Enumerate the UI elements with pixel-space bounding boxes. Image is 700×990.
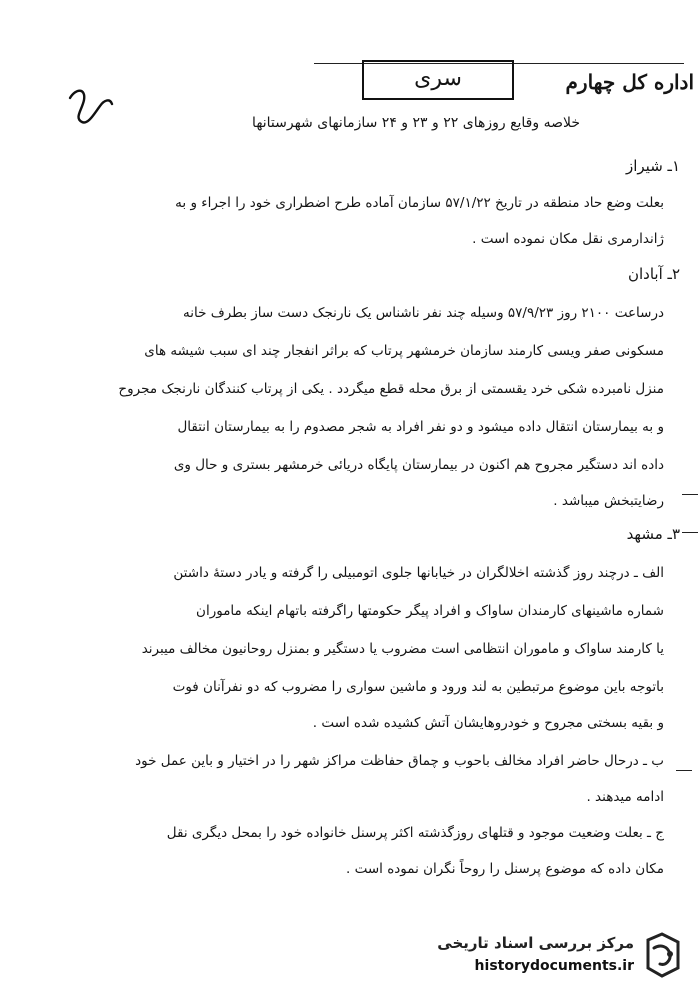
text-line: و به بیمارستان انتقال داده میشود و دو نفر افراد به شجر مصدوم را به بیمارستان انتقال bbox=[177, 419, 664, 435]
archive-url: historydocuments.ir bbox=[474, 958, 634, 974]
text-line: ژاندارمری نقل مکان نموده است . bbox=[472, 231, 664, 247]
text-line: باتوجه باین موضوع مرتبطین به لند ورود و ماشین سواری را مضروب که دو نفرآنان فوت bbox=[172, 679, 664, 695]
text-line: ج ـ بعلت وضعیت موجود و قتلهای روزگذشته اکثر پرسنل خانواده خود را بمحل دیگری نقل bbox=[166, 825, 664, 841]
archive-logo-icon bbox=[640, 930, 686, 980]
margin-dash bbox=[682, 494, 698, 495]
department-label: اداره کل چهارم bbox=[565, 70, 694, 94]
text-line: الف ـ درچند روز گذشته اخلالگران در خیابانها جلوی اتومبیلی را گرفته و یادر دستهٔ داشتن bbox=[173, 565, 664, 581]
section-heading-shiraz: ۱ـ شیراز bbox=[625, 157, 680, 175]
text-line: ادامه میدهند . bbox=[586, 789, 664, 805]
archive-watermark bbox=[430, 930, 692, 986]
text-line: درساعت ۲۱۰۰ روز ۵۷/۹/۲۳ وسیله چند نفر ناشناس یک نارنجک دست ساز بطرف خانه bbox=[182, 305, 664, 321]
text-line: داده اند دستگیر مجروح هم اکنون در بیمارستان پایگاه دریائی خرمشهر بستری و حال وی bbox=[173, 457, 664, 473]
text-line: و بقیه بسختی مجروح و خودروهایشان آتش کشیده شده است . bbox=[312, 715, 664, 731]
document-title: خلاصه وقایع روزهای ۲۲ و ۲۳ و ۲۴ سازمانهای شهرستانها bbox=[252, 115, 580, 131]
margin-dash bbox=[682, 532, 698, 533]
text-line: بعلت وضع حاد منطقه در تاریخ ۵۷/۱/۲۲ سازمان آماده طرح اضطراری خود را اجراء و به bbox=[175, 195, 664, 211]
text-line: یا کارمند ساواک و ماموران انتظامی است مضروب یا دستگیر و بمنزل روحانیون مخالف میبرند bbox=[141, 641, 664, 657]
text-line: مسکونی صفر ویسی کارمند سازمان خرمشهر پرتاب که براثر انفجار چند ای سبب شیشه های bbox=[144, 343, 664, 359]
margin-dash bbox=[676, 770, 692, 771]
section-heading-abadan: ۲ـ آبادان bbox=[627, 265, 680, 283]
section-heading-mashhad: ۳ـ مشهد bbox=[626, 525, 680, 543]
text-line: ب ـ درحال حاضر افراد مخالف باحوب و چماق حفاظت مراکز شهر را در اختیار و باین عمل خود bbox=[135, 753, 664, 769]
handwritten-mark-icon bbox=[64, 84, 116, 130]
archive-name: مرکز بررسی اسناد تاریخی bbox=[437, 934, 634, 952]
text-line: شماره ماشینهای کارمندان ساواک و افراد پیگر حکومتها راگرفته باتهام اینکه ماموران bbox=[196, 603, 664, 619]
text-line: مکان داده که موضوع پرسنل را روحاً نگران نموده است . bbox=[346, 861, 664, 877]
text-line: منزل نامبرده شکی خرد یقسمتی از برق محله قطع میگردد . یکی از پرتاب کنندگان نارنجک مجروح bbox=[118, 381, 664, 397]
text-line: رضایتبخش میباشد . bbox=[553, 493, 664, 509]
classification-stamp: سری bbox=[362, 60, 514, 100]
